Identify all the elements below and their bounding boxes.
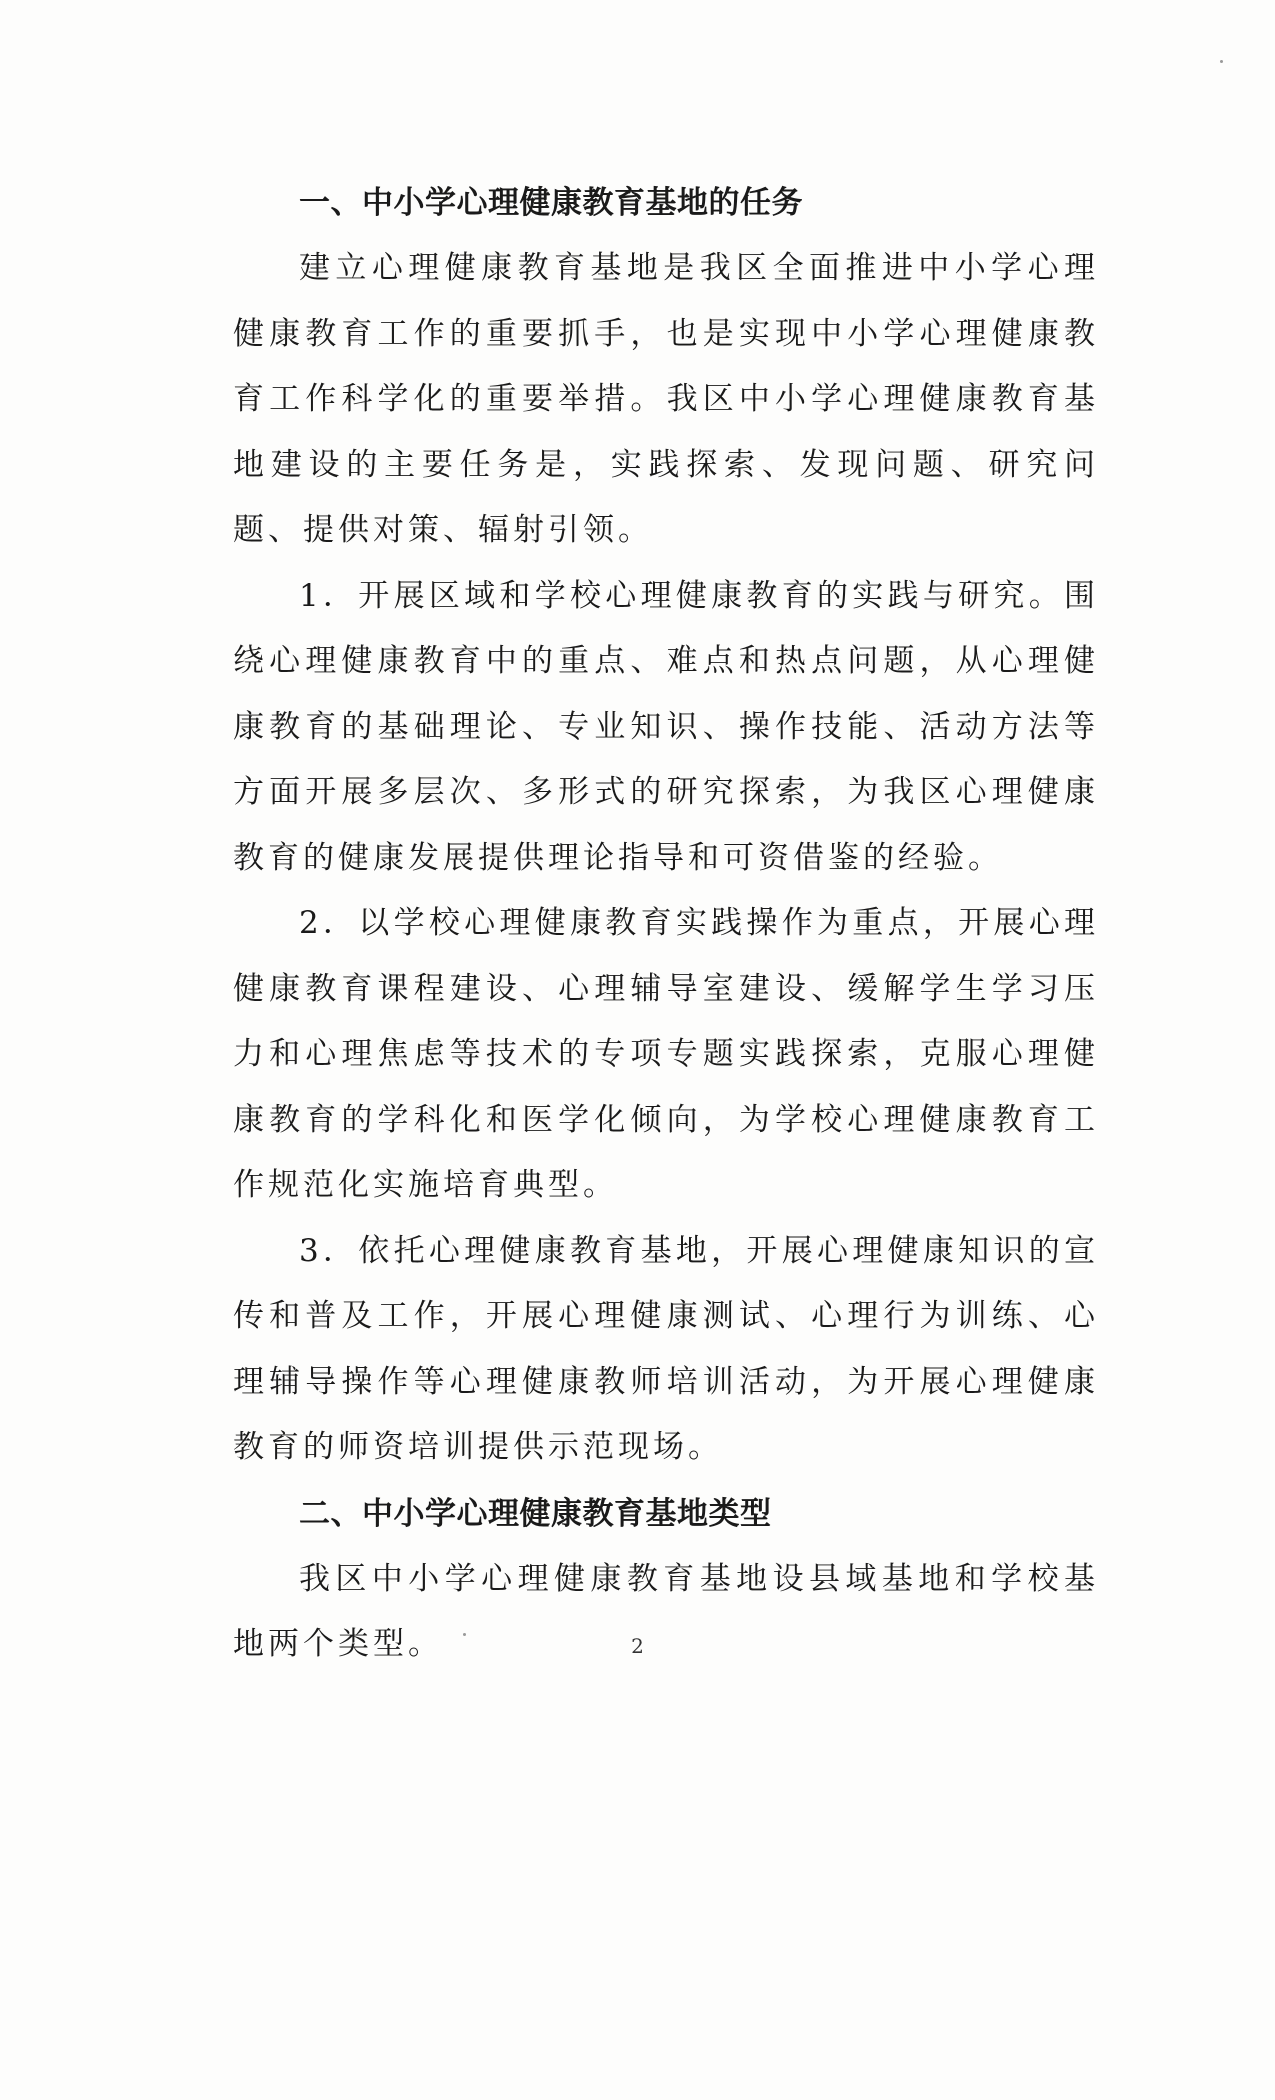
section-heading-types: 二、中小学心理健康教育基地类型 <box>299 1495 772 1532</box>
paragraph-intro: 建立心理健康教育基地是我区全面推进中小学心理健康教育工作的重要抓手，也是实现中小学心理健康教育工作科学化的重要举措。我区中小学心理健康教育基地建设的主要任务是，实践探索、发现问题、研究问题、提供对策、辐射引领。 <box>233 250 1099 548</box>
paragraph-task-2: 2．以学校心理健康教育实践操作为重点，开展心理健康教育课程建设、心理辅导室建设、缓解学生学习压力和心理焦虑等技术的专项专题实践探索，克服心理健康教育的学科化和医学化倾向，为学校心理健康教育工作规范化实施培育典型。 <box>233 905 1099 1203</box>
page-number: 2 <box>631 1634 644 1658</box>
section-heading-tasks: 一、中小学心理健康教育基地的任务 <box>299 185 803 221</box>
paragraph-task-3: 3．依托心理健康教育基地，开展心理健康知识的宣传和普及工作，开展心理健康测试、心理行为训练、心理辅导操作等心理健康教师培训活动，为开展心理健康教育的师资培训提供示范现场。 <box>233 1232 1099 1465</box>
paragraph-task-1: 1．开展区域和学校心理健康教育的实践与研究。围绕心理健康教育中的重点、难点和热点问题，从心理健康教育的基础理论、专业知识、操作技能、活动方法等方面开展多层次、多形式的研究探索，为我区心理健康教育的健康发展提供理论指导和可资借鉴的经验。 <box>233 577 1099 876</box>
scan-speck <box>1220 60 1223 63</box>
paragraph-types: 我区中小学心理健康教育基地设县域基地和学校基地两个类型。 <box>233 1560 1099 1662</box>
document-body <box>233 170 1099 1678</box>
